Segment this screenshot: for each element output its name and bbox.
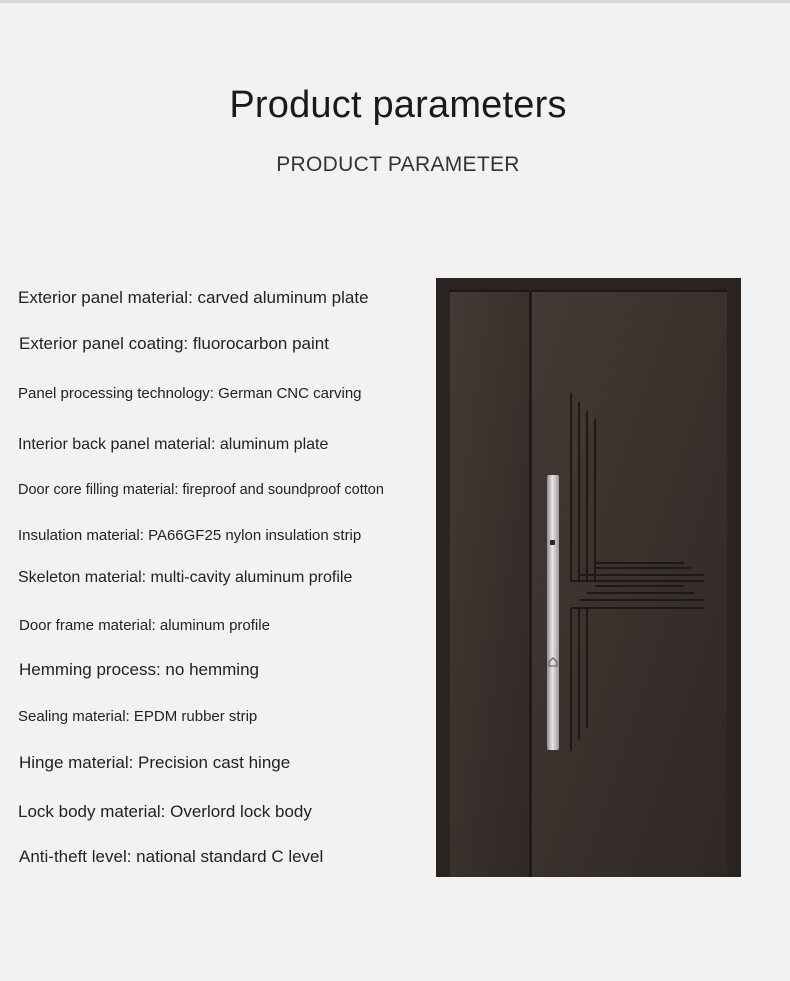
parameter-item: Skeleton material: multi-cavity aluminum profile	[18, 569, 353, 586]
parameter-item: Hinge material: Precision cast hinge	[19, 753, 291, 772]
top-divider	[0, 0, 790, 3]
lock-keyhole	[550, 540, 555, 545]
parameter-item: Anti-theft level: national standard C level	[19, 847, 324, 866]
parameter-item: Hemming process: no hemming	[19, 660, 259, 679]
parameter-item: Door frame material: aluminum profile	[19, 617, 270, 634]
page-subtitle: PRODUCT PARAMETER	[276, 153, 520, 176]
parameter-item: Lock body material: Overlord lock body	[18, 802, 312, 821]
parameter-item: Exterior panel material: carved aluminum plate	[18, 288, 369, 307]
door-illustration	[436, 278, 741, 877]
parameter-item: Insulation material: PA66GF25 nylon insulation strip	[18, 527, 362, 544]
door-handle	[547, 475, 559, 750]
door-side-panel	[450, 291, 529, 877]
door-main-panel	[532, 291, 727, 877]
parameter-item: Exterior panel coating: fluorocarbon paint	[19, 334, 329, 353]
parameter-item: Panel processing technology: German CNC carving	[18, 385, 362, 402]
parameter-item: Interior back panel material: aluminum plate	[18, 436, 329, 453]
page-title: Product parameters	[229, 84, 567, 126]
parameter-item: Door core filling material: fireproof and soundproof cotton	[18, 482, 384, 498]
door-image	[436, 278, 741, 877]
parameter-item: Sealing material: EPDM rubber strip	[18, 708, 258, 725]
